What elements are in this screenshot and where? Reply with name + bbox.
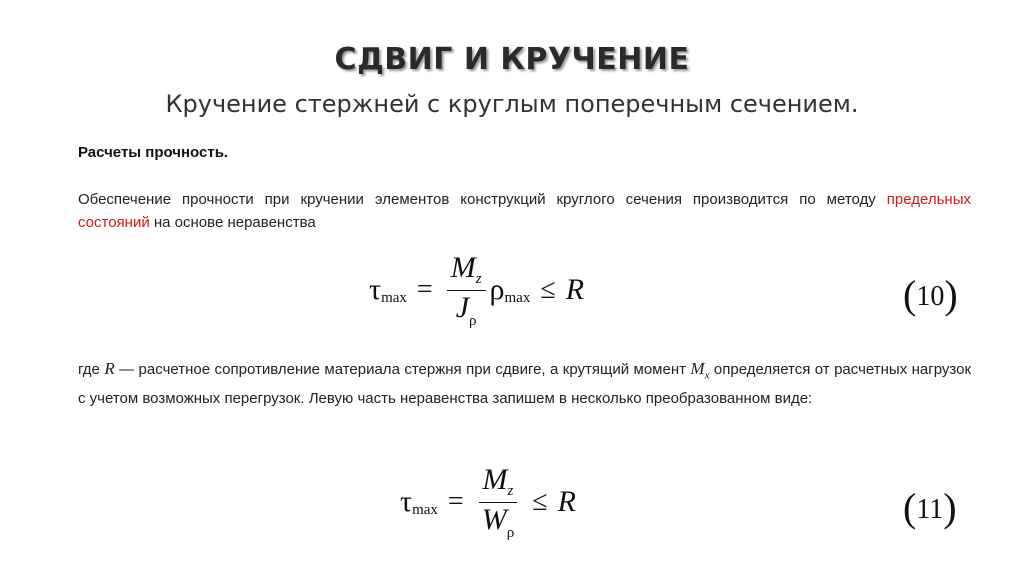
equation-number-10-value: 10	[916, 281, 945, 312]
formula-11-den-symbol: W	[481, 502, 507, 536]
formula-11-leq: ≤	[532, 486, 548, 517]
formula-11	[400, 464, 576, 540]
paragraph-intro	[78, 188, 971, 234]
formula-11-numerator	[479, 463, 518, 503]
formula-10-tau: τ	[369, 273, 382, 306]
slide-subtitle: Кручение стержней с круглым поперечным сечением.	[165, 90, 859, 118]
formula-10	[369, 252, 584, 328]
formula-10-num-symbol: M	[450, 250, 476, 284]
formula-11-num-sub: z	[507, 482, 514, 499]
paragraph-intro-text-2: на основе неравенства	[149, 214, 316, 231]
formula-11-den-sub: ρ	[506, 524, 515, 541]
formula-11-tau: τ	[400, 485, 413, 518]
equation-number-11-value: 11	[916, 494, 944, 525]
paragraph-explanation-text-3: определяется от расчетных нагрузок с учетом возможных перегрузок. Левую часть неравенства запишем в несколько преобразованном виде:	[78, 361, 972, 408]
formula-10-equals: =	[416, 274, 433, 305]
formula-10-leq: ≤	[540, 274, 556, 305]
slide-title: СДВИГ И КРУЧЕНИЕ	[334, 42, 690, 77]
paragraph-explanation	[78, 357, 971, 410]
paragraph-explanation-text-2: — расчетное сопротивление материала стержня при сдвиге, а крутящий момент	[114, 361, 691, 378]
formula-10-numerator	[447, 251, 486, 291]
symbol-m	[690, 359, 710, 382]
formula-11-denominator	[478, 503, 519, 542]
formula-10-den-sub: ρ	[469, 312, 477, 329]
equation-number-10	[903, 268, 958, 315]
symbol-m-letter: M	[690, 359, 705, 378]
formula-11-equals: =	[447, 486, 464, 517]
close-paren: )	[944, 272, 958, 317]
formula-11-rhs: R	[557, 485, 576, 518]
paragraph-explanation-text-1: где	[78, 361, 105, 378]
equation-number-11	[903, 481, 957, 528]
open-paren: (	[903, 272, 917, 317]
symbol-r: R	[104, 359, 115, 378]
formula-11-num-symbol: M	[482, 462, 508, 496]
open-paren: (	[903, 485, 917, 530]
close-paren: )	[943, 485, 957, 530]
highlighted-term: предельных состояний	[78, 191, 971, 231]
symbol-m-sub: x	[704, 369, 710, 382]
formula-10-fraction	[447, 251, 486, 330]
section-heading: Расчеты прочность.	[78, 144, 229, 161]
formula-10-num-sub: z	[475, 270, 482, 287]
formula-10-rho-sub: max	[504, 289, 531, 306]
formula-10-den-symbol: J	[455, 290, 470, 324]
formula-11-fraction	[478, 463, 519, 542]
formula-10-denominator	[452, 291, 481, 330]
formula-10-rho: ρ	[489, 273, 505, 306]
paragraph-intro-text-1: Обеспечение прочности при кручении элементов конструкций круглого сечения производится по методу	[78, 191, 887, 208]
formula-11-tau-sub: max	[412, 501, 438, 518]
formula-10-rhs: R	[565, 273, 585, 306]
formula-10-tau-sub: max	[381, 289, 407, 306]
